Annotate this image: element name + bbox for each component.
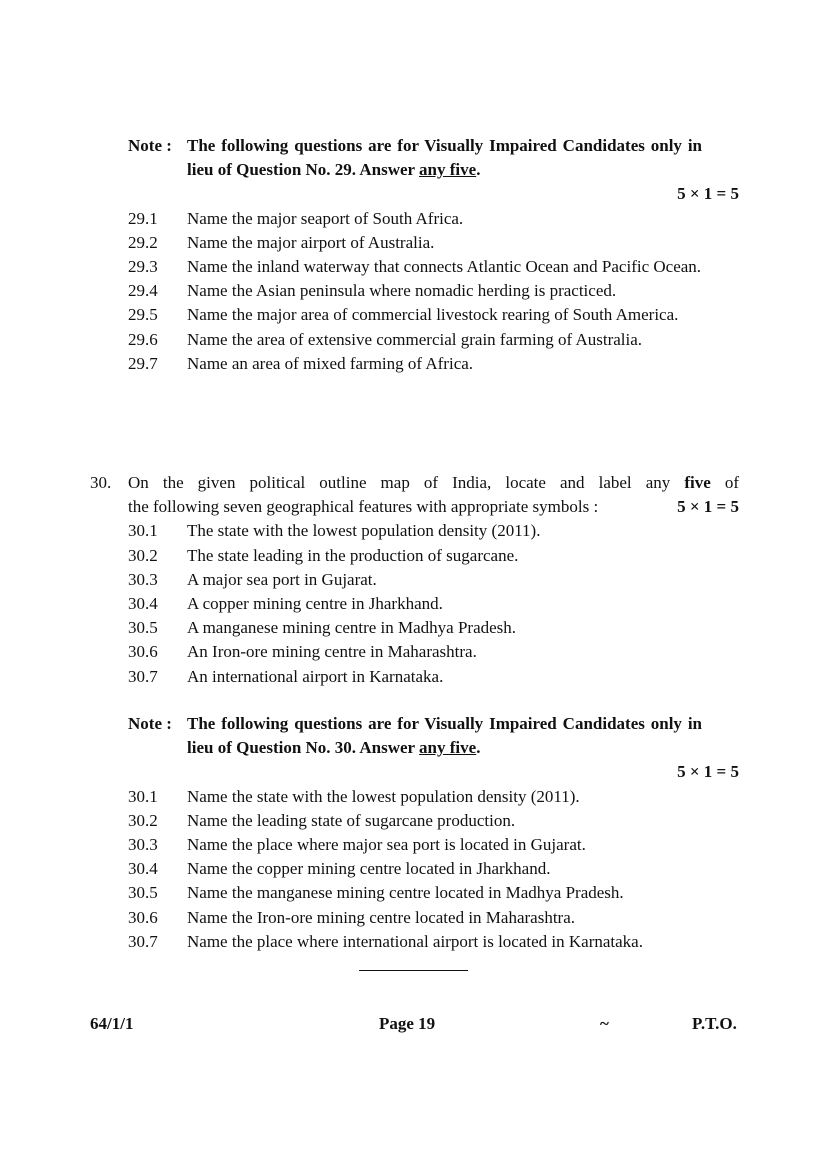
- note-text: The following questions are for Visually Impaired Candidates only in lieu of Question No. 29. Answer: [187, 136, 702, 180]
- list-item: [0, 255, 827, 279]
- item-text: Name the manganese mining centre located in Madhya Pradesh.: [187, 883, 624, 903]
- item-text: A major sea port in Gujarat.: [187, 569, 377, 589]
- note-29-section: [0, 134, 827, 376]
- page-number: Page 19: [379, 1014, 436, 1033]
- note-29: [0, 134, 827, 182]
- list-item: [0, 857, 827, 881]
- item-number: 30.7: [128, 931, 158, 951]
- list-item: [0, 592, 827, 616]
- note-emphasis: any five: [419, 738, 477, 758]
- question-text-a: On the given political outline map of India, locate and label any: [128, 473, 671, 492]
- list-item: [0, 279, 827, 303]
- list-item: [0, 231, 827, 255]
- item-number: 30.6: [128, 907, 158, 927]
- paper-code: 64/1/1: [90, 1014, 134, 1033]
- item-text: Name the place where international airport is located in Karnataka.: [187, 931, 643, 951]
- item-text: An Iron-ore mining centre in Maharashtra.: [187, 642, 477, 662]
- item-text: Name the major airport of Australia.: [187, 232, 435, 252]
- item-number: 29.5: [128, 305, 158, 325]
- list-item: [0, 809, 827, 833]
- item-text: Name the Iron-ore mining centre located in Maharashtra.: [187, 907, 576, 927]
- item-number: 30.2: [128, 545, 158, 565]
- item-number: 30.3: [128, 569, 158, 589]
- item-number: 30.4: [128, 859, 158, 879]
- question-text-line2: the following seven geographical features with appropriate symbols :: [128, 497, 599, 517]
- item-text: Name the major area of commercial livestock rearing of South America.: [187, 305, 679, 325]
- item-number: 30.4: [128, 594, 158, 614]
- list-item: [0, 328, 827, 352]
- item-number: 29.4: [128, 281, 158, 301]
- item-text: A manganese mining centre in Madhya Pradesh.: [187, 618, 517, 638]
- item-number: 30.2: [128, 810, 158, 830]
- item-text: Name the leading state of sugarcane production.: [187, 810, 516, 830]
- item-number: 30.1: [128, 521, 158, 541]
- end-rule: [359, 970, 468, 971]
- list-item: [0, 833, 827, 857]
- list-item: [0, 544, 827, 568]
- item-text: Name the Asian peninsula where nomadic herding is practiced.: [187, 281, 617, 301]
- item-number: 30.6: [128, 642, 158, 662]
- item-text: Name an area of mixed farming of Africa.: [187, 353, 474, 373]
- question-number: 30.: [90, 473, 112, 492]
- note-30-section: [0, 712, 827, 954]
- list-item: [0, 207, 827, 231]
- list-item: [0, 881, 827, 905]
- item-number: 29.7: [128, 353, 158, 373]
- marks: 5 × 1 = 5: [677, 184, 739, 204]
- item-number: 29.3: [128, 257, 158, 277]
- note-30: [0, 712, 827, 760]
- list-item: [0, 906, 827, 930]
- question-bold: five: [684, 473, 711, 492]
- item-text: Name the inland waterway that connects Atlantic Ocean and Pacific Ocean.: [187, 257, 702, 277]
- item-number: 30.7: [128, 666, 158, 686]
- note-label: Note :: [128, 714, 172, 733]
- note-end: .: [476, 160, 481, 180]
- list-item: [0, 665, 827, 689]
- item-number: 29.2: [128, 232, 158, 252]
- item-text: An international airport in Karnataka.: [187, 666, 444, 686]
- marks: 5 × 1 = 5: [677, 762, 739, 782]
- list-item: [0, 303, 827, 327]
- note-emphasis: any five: [419, 160, 477, 180]
- item-text: Name the area of extensive commercial grain farming of Australia.: [187, 329, 643, 349]
- pto: P.T.O.: [692, 1014, 737, 1033]
- item-text: The state with the lowest population density (2011).: [187, 521, 541, 541]
- item-number: 29.6: [128, 329, 158, 349]
- marks: 5 × 1 = 5: [677, 497, 739, 517]
- note-text: The following questions are for Visually Impaired Candidates only in lieu of Question No. 30. Answer: [187, 714, 702, 758]
- note-end: .: [476, 738, 481, 758]
- list-item: [0, 640, 827, 664]
- list-item: [0, 785, 827, 809]
- item-number: 30.5: [128, 618, 158, 638]
- item-number: 30.3: [128, 835, 158, 855]
- tilde-mark: ~: [600, 1014, 609, 1033]
- item-text: Name the major seaport of South Africa.: [187, 208, 464, 228]
- list-item: [0, 568, 827, 592]
- list-item: [0, 519, 827, 543]
- list-item: [0, 930, 827, 954]
- item-number: 29.1: [128, 208, 158, 228]
- item-text: Name the place where major sea port is located in Gujarat.: [187, 835, 586, 855]
- item-number: 30.5: [128, 883, 158, 903]
- item-text: A copper mining centre in Jharkhand.: [187, 594, 443, 614]
- item-text: Name the copper mining centre located in Jharkhand.: [187, 859, 551, 879]
- question-text-b: of: [724, 473, 740, 492]
- item-text: The state leading in the production of sugarcane.: [187, 545, 519, 565]
- item-number: 30.1: [128, 786, 158, 806]
- list-item: [0, 616, 827, 640]
- question-30: [0, 471, 827, 689]
- list-item: [0, 352, 827, 376]
- note-label: Note :: [128, 136, 172, 155]
- item-text: Name the state with the lowest population density (2011).: [187, 786, 580, 806]
